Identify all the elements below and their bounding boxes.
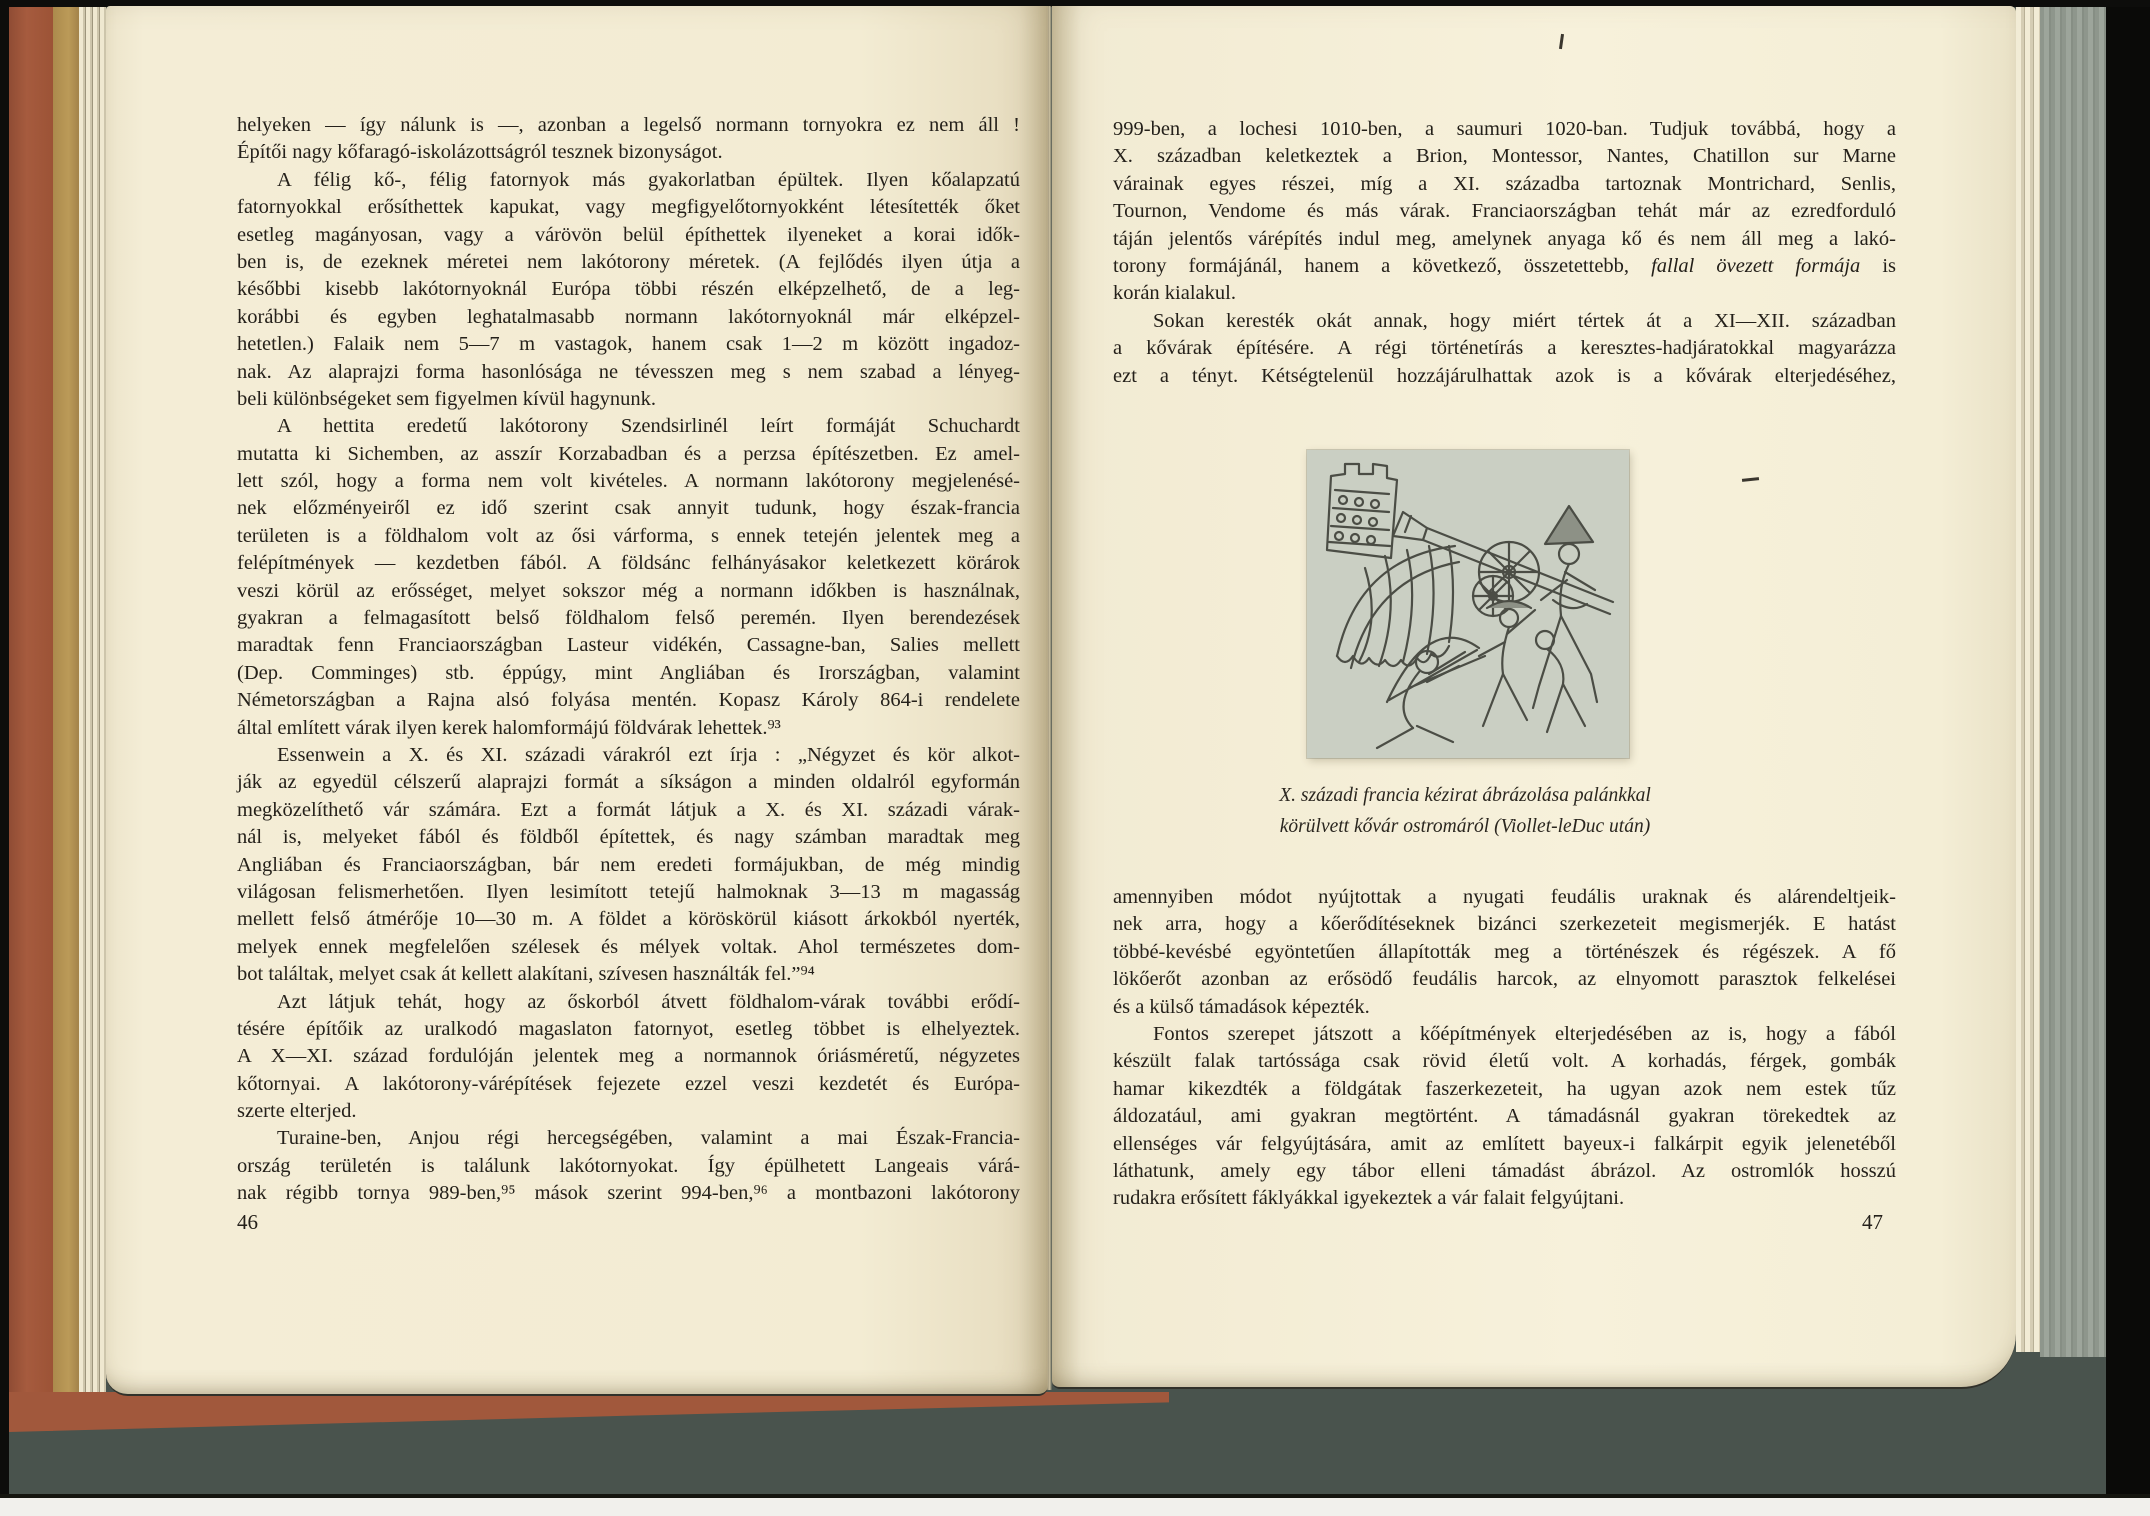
left-page-stack-edge [79, 7, 106, 1399]
text-line: készült falak tartóssága csak rövid életű volt. A korhadás, férgek, gombák [1113, 1050, 1896, 1073]
text-line: ellenséges vár felgyújtására, amit az említett bayeux-i falkárpit egyik jelenetéből [1113, 1132, 1896, 1155]
figure-caption-line-1: X. századi francia kézirat ábrázolása palánkkal [1279, 785, 1651, 806]
text-line: A X—XI. század fordulóján jelentek meg a normannok óriásméretű, négyzetes [237, 1045, 1020, 1068]
text-line: a kővárak építésére. A régi történetírás a keresztes-hadjáratokkal magyarázza [1113, 337, 1896, 360]
text-line: lett szól, hogy a forma nem volt kivételes. A normann lakótorony megjelenésé- [237, 470, 1020, 493]
text-line: ország területén is találunk lakótornyokat. Így épülhetett Langeais várá- [237, 1154, 1020, 1177]
text-line: nak. Az alaprajzi forma hasonlósága ne tévesszen meg s nem szabad a lényeg- [237, 360, 1020, 383]
text-line: bot találtak, melyet csak át kellett alakítani, szívesen használták fel.”⁹⁴ [237, 963, 815, 986]
scan-black-border-right [2106, 0, 2150, 1516]
text-line: melyek ennek megfelelően szélesek és mélyek voltak. Ahol természetes dom- [237, 935, 1020, 958]
text-line: Turaine-ben, Anjou régi hercegségében, valamint a mai Észak-Francia- [277, 1127, 1020, 1150]
text-line: ezt a tényt. Kétségtelenül hozzájárulhattak azok is a kővárak elterjedéséhez, [1113, 364, 1896, 387]
scanner-bed-strip [0, 1498, 2150, 1516]
text-line: várainak egyes részei, míg a XI. századba tartoznak Montrichard, Senlis, [1113, 172, 1896, 195]
text-line: táján jelentős várépítés indul meg, amelynek anyaga kő és nem áll meg a lakó- [1113, 227, 1896, 250]
text-line: A hettita eredetű lakótorony Szendsirlinél leírt formáját Schuchardt [277, 415, 1020, 438]
text-line: láthatunk, amely egy tábor elleni támadást ábrázol. Az ostromlók hosszú [1113, 1159, 1896, 1182]
figure-caption [1245, 780, 1685, 842]
text-line: lökőerőt azonban az erősödő feudális harcok, az elnyomott parasztok felkelései [1113, 968, 1896, 991]
right-fore-edge [2040, 7, 2106, 1357]
text-line: maradtak fenn Franciaországban Lasteur vidékén, Cassagne-ban, Salies mellett [237, 634, 1020, 657]
text-line: beli különbségeket sem figyelmen kívül hagynunk. [237, 387, 657, 410]
text-line [1113, 253, 1896, 280]
text-line: szerte elterjed. [237, 1100, 357, 1123]
text-line: által említett várak ilyen kerek halomformájú földvárak lehettek.⁹³ [237, 716, 781, 739]
text-line: fatornyokkal erősíthettek kapukat, vagy megfigyelőtornyokként létesítették őket [237, 196, 1020, 219]
text-line: Azt látjuk tehát, hogy az őskorból átvett földhalom-várak további erődí- [277, 990, 1020, 1013]
text-line: gyakran a felmagasított belső földhalom felső peremén. Ilyen berendezések [237, 607, 1020, 630]
text-line: nál is, melyeket fából és földből építettek, és nagy számban maradtak meg [237, 826, 1020, 849]
text-line: Fontos szerepet játszott a kőépítmények elterjedésében az is, hogy a fából [1153, 1022, 1896, 1045]
text-line: megközelíthető vár számára. Ezt a formát látjuk a X. és XI. századi várak- [237, 798, 1020, 821]
text-line: Németországban a Rajna alsó folyása mentén. Kopasz Károly 864-i rendelete [237, 689, 1020, 712]
text-line: amennyiben módot nyújtottak a nyugati feudális uraknak és alárendeltjeik- [1113, 886, 1896, 908]
text-line: Tournon, Vendome és más várak. Franciaországban tehát már az ezredforduló [1113, 200, 1896, 223]
text-line: Sokan keresték okát annak, hogy miért tértek át a XI—XII. században [1153, 309, 1896, 332]
text-line: Essenwein a X. és XI. századi várakról ezt írja : „Négyzet és kör alkot- [277, 743, 1020, 766]
text-line: Angliában és Franciaországban, bár nem eredeti formájukban, de még mindig [237, 853, 1020, 876]
text-line: későbbi kisebb lakótornyoknál Európa többi részén elképzelhető, de a leg- [237, 278, 1020, 301]
scan-black-border-left [0, 0, 9, 1516]
text-line: korábbi és egyben leghatalmasabb normann lakótornyoknál már elképzel- [237, 305, 1020, 328]
italic-run: fallal övezett formája [1651, 254, 1861, 277]
page-number-right: 47 [1862, 1210, 1883, 1234]
text-line: 999-ben, a lochesi 1010-ben, a saumuri 1020-ban. Tudjuk továbbá, hogy a [1113, 118, 1896, 140]
text-line: ják az egyedül célszerű alaprajzi formát a síkságon a minden oldalról egyformán [237, 771, 1020, 794]
right-page-text-bottom [1113, 884, 1896, 1213]
text-line: veszi körül az erősséget, melyet sokszor még a normann időkben is használnak, [237, 579, 1020, 602]
text-line: nek arra, hogy a kőerődítéseknek bizánci szerkezeteit megismerjék. E hatást [1113, 913, 1896, 936]
text-line: többé-kevésbé egyöntetűen állapították meg a történészek és régészek. A fő [1113, 940, 1896, 963]
text-line: esetleg magányosan, vagy a várövön belül építhettek ilyeneket a korai idők- [237, 223, 1020, 246]
right-page-stack-edge [2016, 7, 2040, 1352]
text-line: korán kialakul. [1113, 282, 1236, 305]
text-line: hetetlen.) Falaik nem 5—7 m vastagok, hanem csak 1—2 m között ingadoz- [237, 333, 1020, 356]
siege-illustration-image [1307, 450, 1629, 758]
text-run: is [1860, 254, 1896, 277]
left-page-text [237, 112, 1020, 1208]
text-line: területen is a földhalom volt az ősi várforma, s ennek tetején jelentek meg a [237, 524, 1020, 547]
text-run: torony formájánál, hanem a következő, összetettebb, [1113, 254, 1652, 277]
text-line: áldozatául, ami gyakran megtörtént. A támadásnál gyakran törekedtek az [1113, 1105, 1896, 1128]
siege-scene-drawing [1307, 450, 1629, 758]
text-line: világosan felismerhetően. Ilyen lesimított tetejű halmoknak 3—13 m magasság [237, 880, 1020, 903]
text-line: mellett felső átmérője 10—30 m. A földet a köröskörül kiásott árkokból nyerték, [237, 908, 1020, 931]
text-line: helyeken — így nálunk is —, azonban a legelső normann tornyokra ez nem áll ! [237, 114, 1020, 136]
text-line: (Dep. Comminges) stb. éppúgy, mint Angliában és Irországban, valamint [237, 661, 1020, 684]
text-line: tésére építőik az uralkodó magaslaton fatornyot, esetleg többet is elhelyeztek. [237, 1017, 1020, 1040]
text-line: nek előzményeiről ez idő szerint csak annyit tudunk, hogy észak-francia [237, 497, 1020, 520]
text-line: rudakra erősített fáklyákkal igyekeztek a vár falait felgyújtani. [1113, 1187, 1625, 1210]
text-line: A félig kő-, félig fatornyok más gyakorlatban épültek. Ilyen kőalapzatú [277, 168, 1020, 191]
book-cover-tan-edge [53, 7, 79, 1419]
text-line: és a külső támadások képezték. [1113, 995, 1370, 1018]
book-cover-red-edge [9, 7, 53, 1431]
text-line: X. században keletkeztek a Brion, Montessor, Nantes, Chatillon sur Marne [1113, 145, 1896, 168]
book-cover-bottom-edge [9, 1392, 1169, 1432]
page-number-left: 46 [237, 1210, 258, 1234]
text-line: mutatta ki Sichemben, az asszír Korzabadban és a perzsa építészetben. Ez amel- [237, 442, 1020, 465]
page-gutter [1046, 6, 1052, 1390]
right-page-text-top [1113, 116, 1896, 390]
text-line: kőtornyai. A lakótorony-várépítések fejezete ezzel veszi kezdetét és Európa- [237, 1072, 1020, 1095]
text-line: ben is, de ezeknek méretei nem lakótorony méretek. (A fejlődés ilyen útja a [237, 250, 1020, 273]
text-line: hamar kikezdték a földgátak faszerkezeteit, ha ugyan azok nem estek tűz [1113, 1077, 1896, 1100]
text-line: felépítmények — kezdetben fából. A földsánc felhányásakor keletkezett körárok [237, 552, 1020, 575]
text-line: nak régibb tornya 989-ben,⁹⁵ mások szerint 994-ben,⁹⁶ a montbazoni lakótorony [237, 1182, 1020, 1205]
text-line: Építői nagy kőfaragó-iskolázottságról tesznek bizonyságot. [237, 141, 723, 164]
figure-caption-line-2: körülvett kővár ostromáról (Viollet-leDuc után) [1279, 816, 1651, 837]
